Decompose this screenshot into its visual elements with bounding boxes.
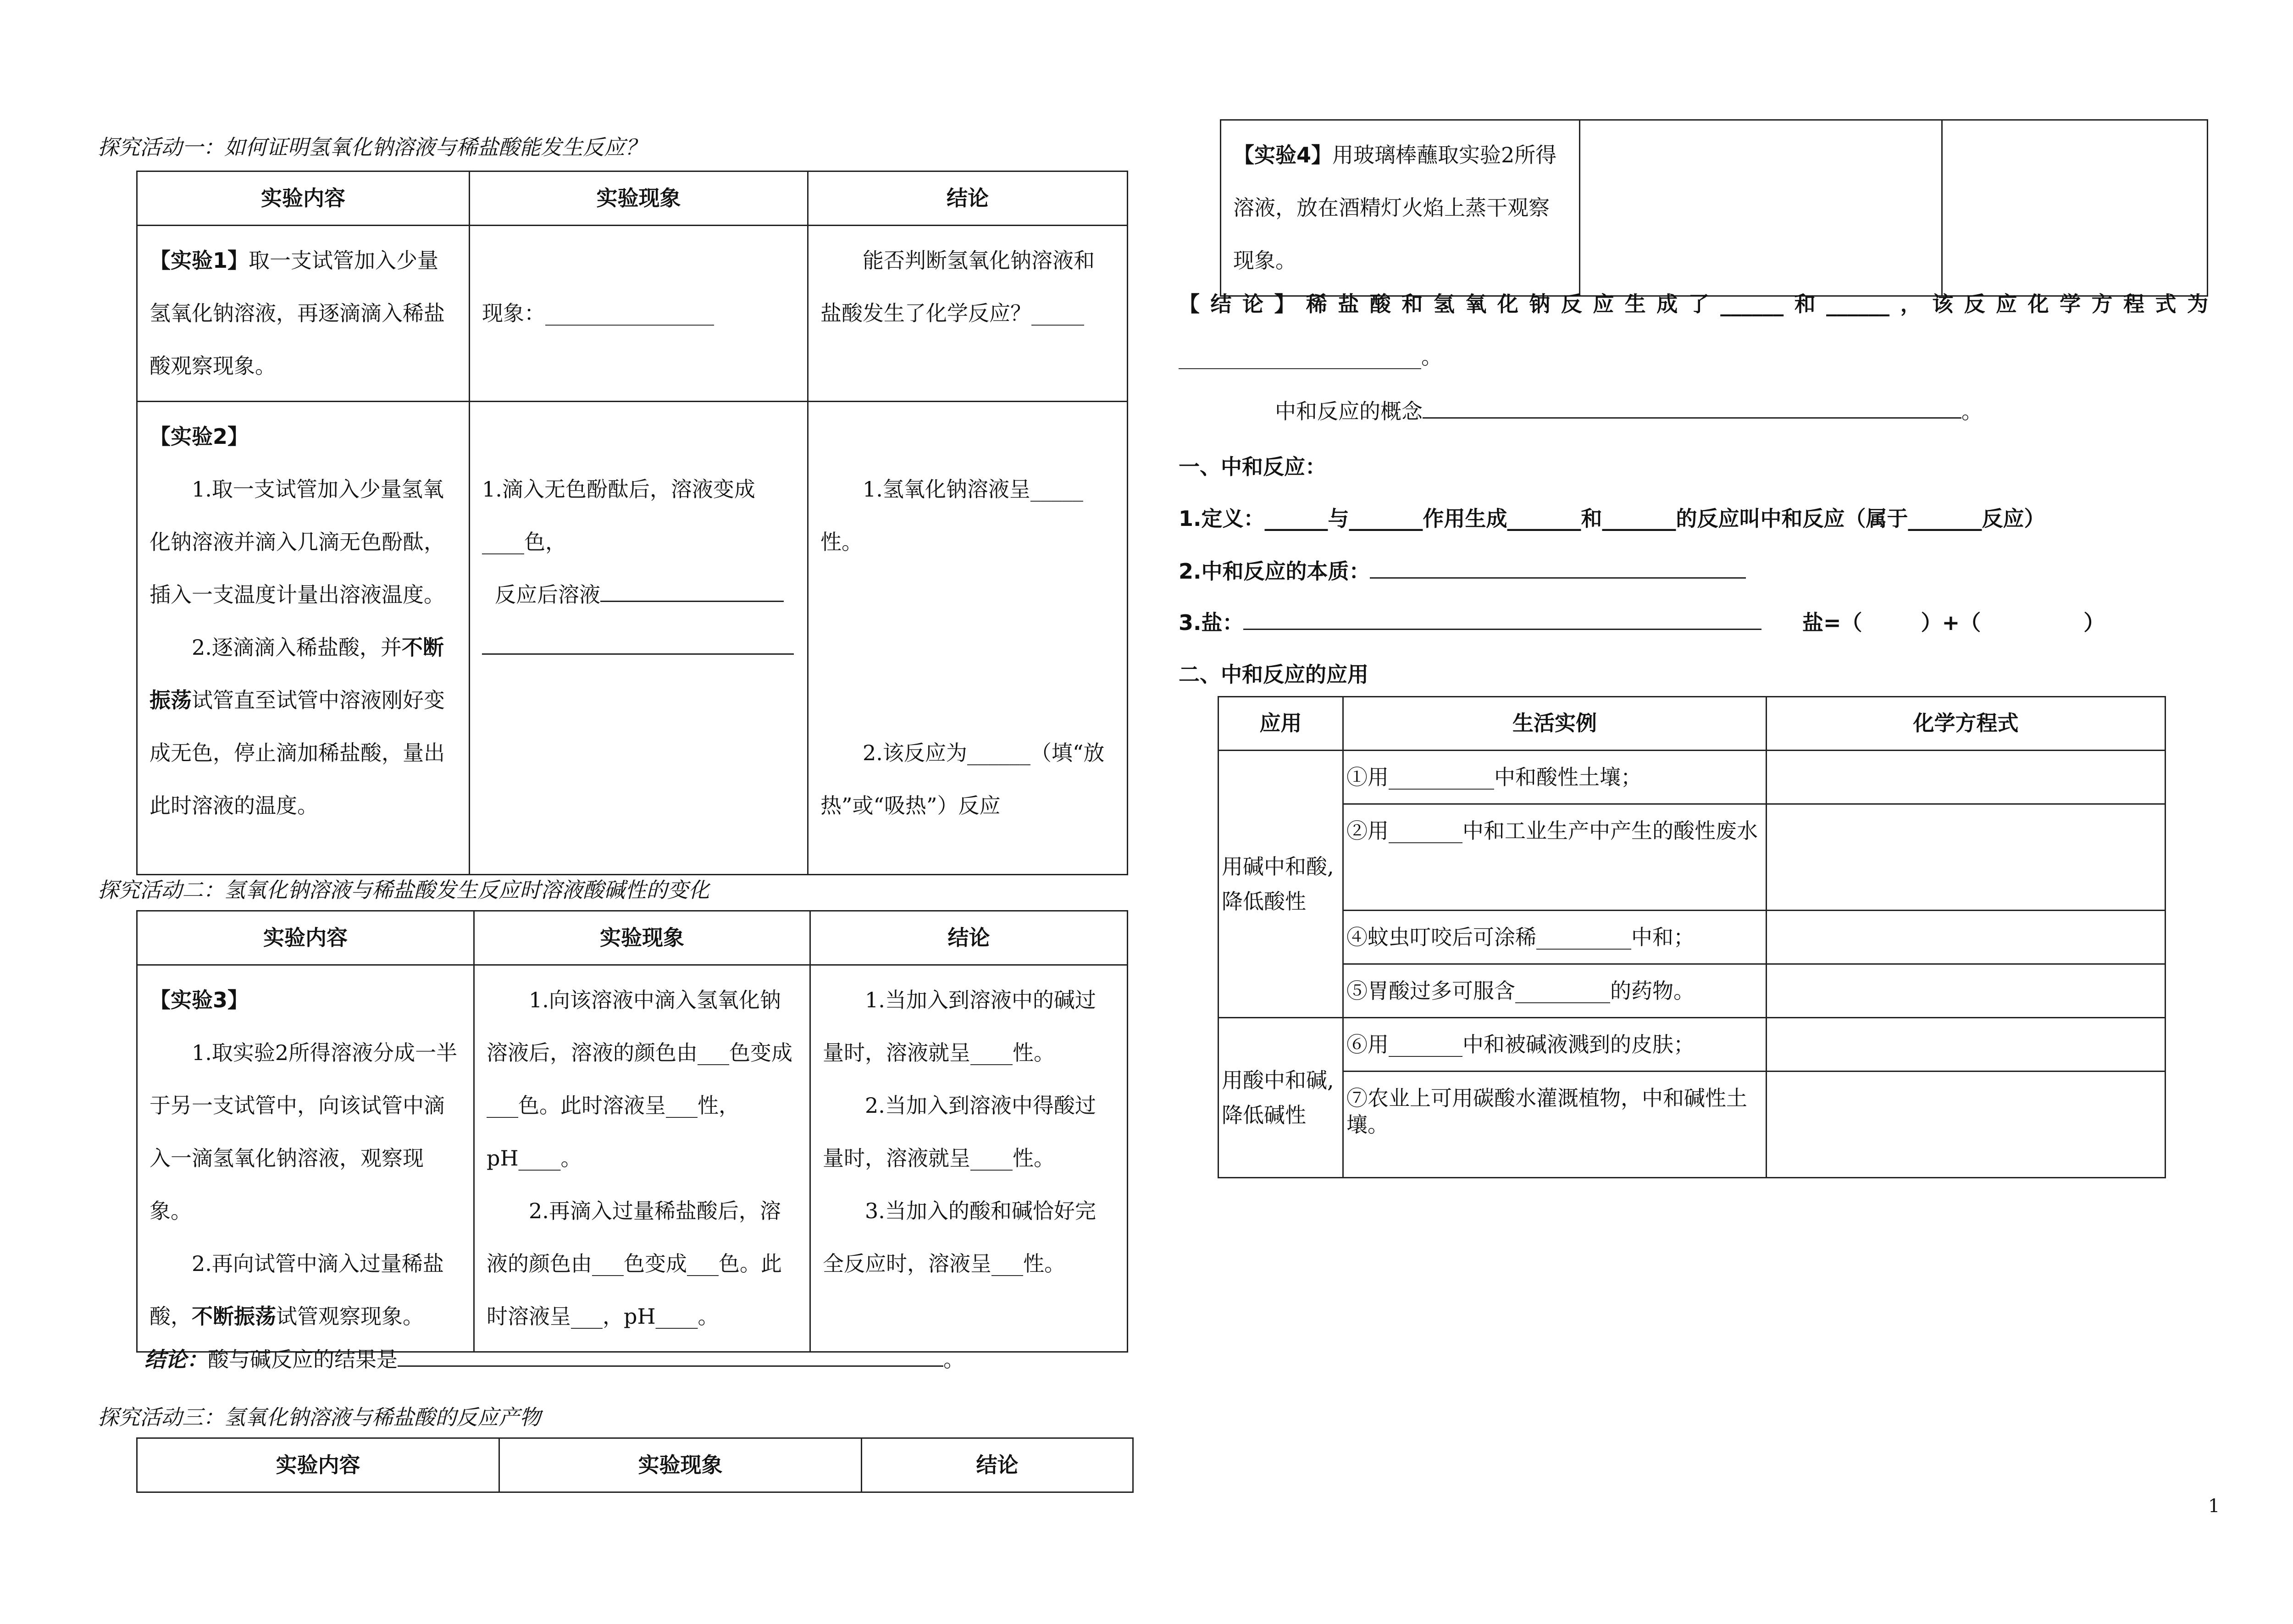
example-5: ⑥用_______中和被碱液溅到的皮肤； (1343, 1018, 1767, 1072)
exp2-row (137, 402, 1128, 875)
exp2-phen1: 1.滴入无色酚酞后，溶液变成____色， (482, 477, 755, 554)
exp2-phenomenon (470, 402, 808, 875)
exp3-step1: 1.取实验2所得溶液分成一半于另一支试管中，向该试管中滴入一滴氢氧化钠溶液，观察现象。 (150, 1040, 458, 1223)
exp1-conclusion: 能否判断氢氧化钠溶液和盐酸发生了化学反应？_____ (808, 226, 1128, 402)
example-4: ⑤胃酸过多可服含_________的药物。 (1343, 964, 1767, 1018)
exp1-title: 【实验1】 (150, 248, 249, 273)
exp1-content (137, 226, 470, 402)
header-phenomenon: 实验现象 (474, 911, 810, 965)
example-6: ⑦农业上可用碳酸水灌溉植物，中和碱性土壤。 (1343, 1072, 1767, 1178)
exp4-row (1221, 120, 2208, 296)
concept-line: 中和反应的概念 。 (1275, 399, 1983, 424)
page-number: 1 (2208, 1496, 2220, 1517)
exp2-conc1: 1.氢氧化钠溶液呈_____性。 (820, 477, 1083, 554)
activity1-table (136, 171, 1128, 875)
definition-line: 1.定义：______与_______作用生成_______和_______的反应叫中和反应（属于_______反应） (1179, 506, 2045, 531)
right-conclusion-line2: _______________________。 (1179, 344, 1442, 369)
exp2-step1: 1.取一支试管加入少量氢氧化钠溶液并滴入几滴无色酚酞，插入一支温度计量出溶液温度。 (150, 477, 445, 607)
header-content: 实验内容 (137, 1438, 499, 1492)
exp3-step2: 2.再向试管中滴入过量稀盐酸，不断振荡试管观察现象。 (150, 1251, 444, 1329)
header-phenomenon: 实验现象 (499, 1438, 862, 1492)
activity2-table (136, 910, 1128, 1353)
section2-heading: 二、中和反应的应用 (1179, 662, 1368, 687)
exp3-content (137, 965, 474, 1352)
header-example: 生活实例 (1343, 697, 1767, 751)
exp2-conclusion (808, 402, 1128, 875)
essence-line: 2.中和反应的本质： (1179, 555, 1746, 585)
exp2-phen2: 反应后溶液 (482, 569, 795, 621)
header-conclusion: 结论 (808, 171, 1128, 226)
header-phenomenon: 实验现象 (470, 171, 808, 226)
example-3: ④蚊虫叮咬后可涂稀_________中和； (1343, 911, 1767, 964)
header-equation: 化学方程式 (1767, 697, 2166, 751)
exp3-conc3: 3.当加入的酸和碱恰好完全反应时，溶液呈___性。 (823, 1199, 1096, 1276)
exp3-row (137, 965, 1128, 1352)
exp2-content (137, 402, 470, 875)
exp4-table (1220, 119, 2208, 297)
salt-formula: 盐=（ ）+（ ） (1802, 610, 2105, 635)
header-content: 实验内容 (137, 911, 474, 965)
header-conclusion: 结论 (862, 1438, 1133, 1492)
section1-heading: 一、中和反应： (1179, 454, 1326, 479)
activity2-heading: 探究活动二：氢氧化钠溶液与稀盐酸发生反应时溶液酸碱性的变化 (98, 878, 709, 902)
exp3-conclusion (810, 965, 1128, 1352)
example-1: ①用__________中和酸性土壤； (1343, 751, 1767, 804)
exp3-phenomenon (474, 965, 810, 1352)
exp2-title: 【实验2】 (150, 424, 249, 449)
exp1-phenomenon: 现象：________________ (470, 226, 808, 402)
right-conclusion-line1: 【结论】稀盐酸和氢氧化钠反应生成了______和______，该反应化学方程式为 (1179, 292, 2208, 316)
category-base-neutralize-acid: 用碱中和酸,降低酸性 (1219, 751, 1343, 1018)
example-2: ②用_______中和工业生产中产生的酸性废水 (1343, 804, 1767, 911)
exp3-conc2: 2.当加入到溶液中得酸过量时，溶液就呈____性。 (823, 1093, 1096, 1171)
exp3-phen1: 1.向该溶液中滴入氢氧化钠溶液后，溶液的颜色由___色变成___色。此时溶液呈___性，pH____。 (487, 988, 792, 1171)
exp3-title: 【实验3】 (150, 988, 249, 1012)
header-application: 应用 (1219, 697, 1343, 751)
application-table (1218, 696, 2166, 1178)
exp2-step2: 2.逐滴滴入稀盐酸，并不断振荡试管直至试管中溶液刚好变成无色，停止滴加稀盐酸，量出此时溶液的温度。 (150, 635, 445, 818)
category-acid-neutralize-base: 用酸中和碱,降低碱性 (1219, 1018, 1343, 1178)
salt-line: 3.盐： (1179, 606, 1761, 636)
exp3-conc1: 1.当加入到溶液中的碱过量时，溶液就呈____性。 (823, 988, 1096, 1065)
exp1-text: 取一支试管加入少量氢氧化钠溶液，再逐滴滴入稀盐酸观察现象。 (150, 248, 445, 378)
activity1-heading: 探究活动一：如何证明氢氧化钠溶液与稀盐酸能发生反应？ (98, 135, 646, 160)
exp1-row (137, 226, 1128, 402)
activity3-heading: 探究活动三：氢氧化钠溶液与稀盐酸的反应产物 (98, 1405, 541, 1430)
activity3-table (136, 1437, 1134, 1493)
exp4-content: 【实验4】用玻璃棒蘸取实验2所得溶液，放在酒精灯火焰上蒸干观察现象。 (1221, 120, 1580, 296)
header-conclusion: 结论 (810, 911, 1128, 965)
header-content: 实验内容 (137, 171, 470, 226)
exp3-phen2: 2.再滴入过量稀盐酸后，溶液的颜色由___色变成___色。此时溶液呈___，pH____。 (487, 1199, 782, 1329)
exp2-conc2: 2.该反应为______（填“放热”或“吸热”）反应 (820, 740, 1105, 818)
activity2-conclusion: 结论：酸与碱反应的结果是 。 (144, 1347, 964, 1372)
